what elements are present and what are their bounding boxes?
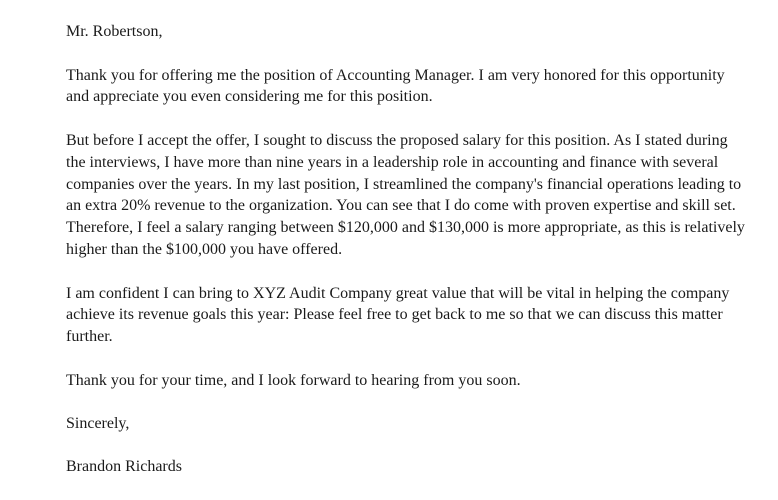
text-line: Thank you for offering me the position of Accounting Manager. I am very honored for this opportunity (66, 66, 725, 84)
text-line: the interviews, I have more than nine years in a leadership role in accounting and finance with several (66, 153, 719, 171)
text-line: further. (66, 328, 113, 346)
text-line: achieve its revenue goals this year: Please feel free to get back to me so that we can discuss this matter (66, 306, 723, 324)
closing (66, 413, 774, 435)
text-line: Thank you for your time, and I look forward to hearing from you soon. (66, 371, 521, 389)
signature (66, 456, 774, 478)
letter-body (66, 21, 774, 500)
paragraph-value-statement (66, 283, 774, 348)
salutation (66, 21, 774, 43)
text-line: But before I accept the offer, I sought to discuss the proposed salary for this position. As I stated during (66, 131, 728, 149)
salutation-text: Mr. Robertson, (66, 23, 163, 40)
signature-name: Brandon Richards (66, 458, 182, 476)
closing-text: Sincerely, (66, 415, 130, 433)
text-line: Therefore, I feel a salary ranging between $120,000 and $130,000 is more appropriate, as this is relatively (66, 219, 745, 237)
text-line: higher than the $100,000 you have offered. (66, 240, 343, 258)
paragraph-salary-discussion (66, 130, 774, 261)
text-line: and appreciate you even considering me for this position. (66, 88, 433, 106)
text-line: an extra 20% revenue to the organization. You can see that I do come with proven expertise and skill set. (66, 197, 736, 215)
paragraph-thanks (66, 370, 774, 392)
text-line: I am confident I can bring to XYZ Audit Company great value that will be vital in helping the company (66, 284, 730, 302)
text-line: companies over the years. In my last position, I streamlined the company's financial operations leading to (66, 175, 742, 193)
paragraph-offer-thanks (66, 65, 774, 109)
